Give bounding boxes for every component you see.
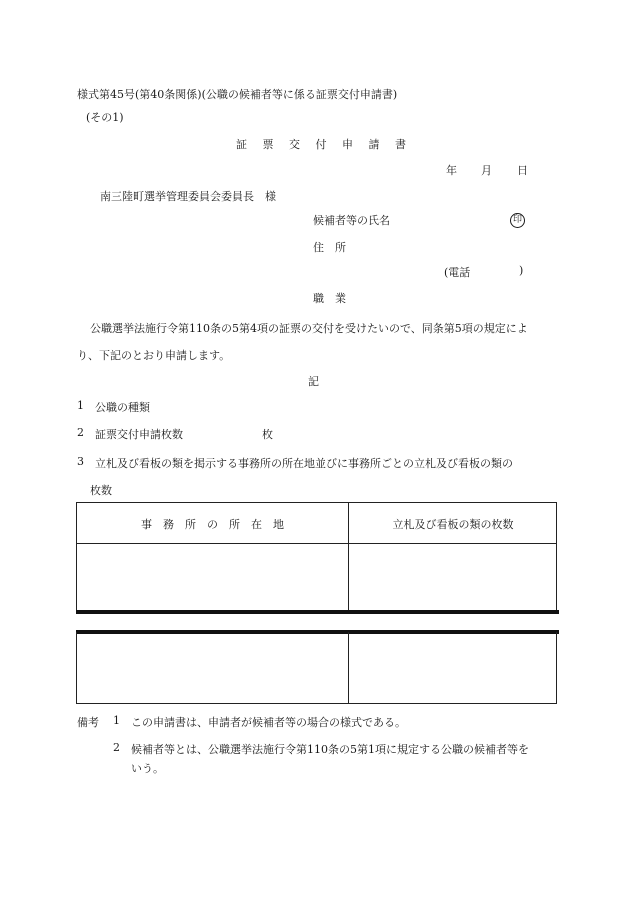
omission-line-top — [76, 610, 559, 614]
office-table-lower — [76, 632, 557, 704]
item-2-text: 証票交付申請枚数 — [95, 428, 183, 441]
date-day: 日 — [517, 164, 528, 177]
body-line-2: り、下記のとおり申請します。 — [77, 349, 231, 362]
phone-close: ) — [519, 264, 524, 277]
date-year: 年 — [446, 164, 457, 177]
item-1-text: 公職の種類 — [95, 401, 150, 414]
note-1-number: 1 — [113, 714, 120, 727]
sign-count-header: 立札及び看板の類の枚数 — [392, 518, 514, 531]
note-1-text: この申請書は、申請者が候補者等の場合の様式である。 — [131, 716, 406, 729]
office-location-header: 事 務 所 の 所 在 地 — [141, 518, 284, 531]
ki-label: 記 — [308, 375, 319, 388]
seal-mark — [510, 212, 525, 228]
note-2-text: 候補者等とは、公職選挙法施行令第110条の5第1項に規定する公職の候補者等を — [131, 743, 529, 756]
sign-count-cell-lower[interactable] — [349, 632, 557, 703]
phone-label: (電話 — [444, 266, 471, 279]
item-2-unit: 枚 — [262, 428, 273, 441]
applicant-name-label: 候補者等の氏名 — [313, 214, 390, 227]
item-2-number: 2 — [77, 426, 84, 439]
office-table-upper — [76, 502, 557, 611]
sub-label: (その1) — [86, 111, 124, 124]
note-2-number: 2 — [113, 741, 120, 754]
applicant-address-label: 住 所 — [313, 241, 346, 254]
item-3-continuation: 枚数 — [90, 484, 112, 497]
applicant-occupation-label: 職 業 — [313, 292, 346, 305]
note-2-continuation: いう。 — [131, 762, 164, 775]
form-header: 様式第45号(第40条関係)(公職の候補者等に係る証票交付申請書) — [77, 88, 398, 101]
notes-label: 備考 — [77, 716, 99, 729]
seal-icon: 印 — [510, 213, 525, 228]
sign-count-cell[interactable] — [349, 544, 557, 611]
item-3-number: 3 — [77, 455, 84, 468]
page-title: 証 票 交 付 申 請 書 — [236, 138, 412, 151]
item-3-text: 立札及び看板の類を掲示する事務所の所在地並びに事務所ごとの立札及び看板の類の — [95, 457, 513, 470]
body-line-1: 公職選挙法施行令第110条の5第4項の証票の交付を受けたいので、同条第5項の規定によ — [90, 322, 528, 335]
addressee: 南三陸町選挙管理委員会委員長 様 — [100, 190, 276, 203]
date-month: 月 — [481, 164, 492, 177]
office-location-cell[interactable] — [77, 544, 348, 611]
office-location-cell-lower[interactable] — [77, 632, 348, 703]
item-1-number: 1 — [77, 399, 84, 412]
